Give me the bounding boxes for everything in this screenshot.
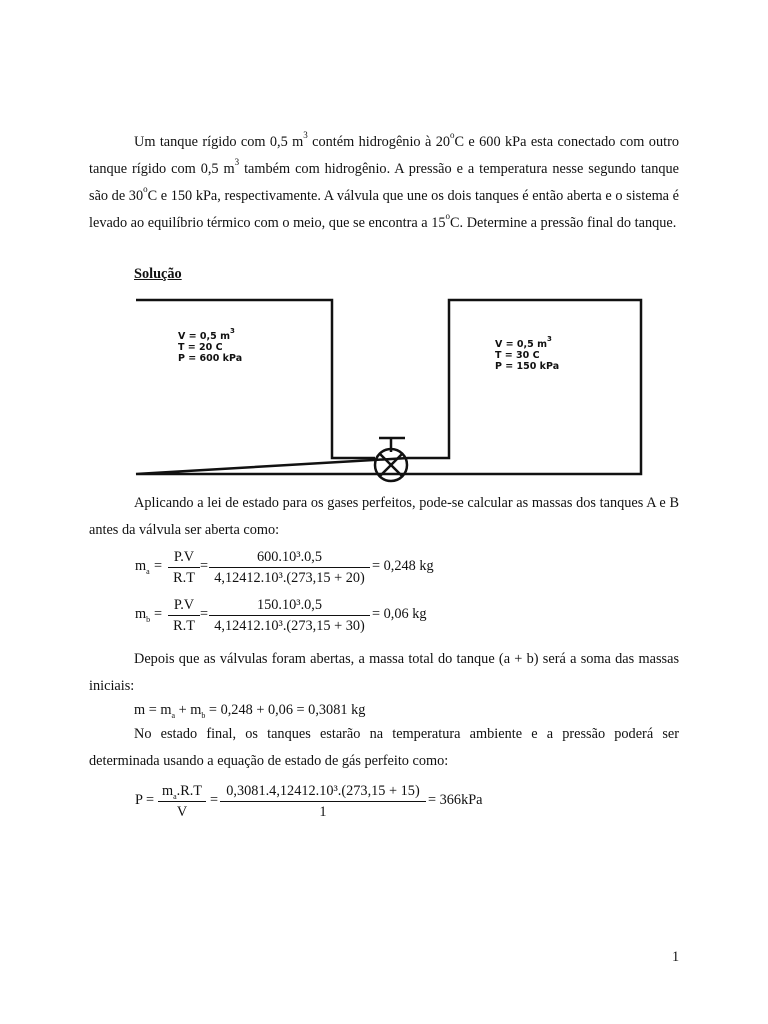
tank-a-temperature: T = 20 C — [178, 342, 223, 353]
tank-b-outline — [136, 300, 641, 474]
tank-b-volume: V = 0,5 $m^3$ — [495, 334, 552, 350]
tank-a-pressure: P = 600 kPa — [178, 353, 243, 364]
paragraph-ideal-gas-law: Aplicando a lei de estado para os gases perfeitos, pode-se calcular as massas dos tanques A e B antes da válvula ser aberta como: — [89, 495, 679, 538]
tank-diagram — [0, 290, 768, 490]
tank-b-temperature: T = 30 C — [495, 350, 540, 361]
equation-total-mass: $m = m_a + m_b = 0,248 + 0,06 = 0,3081$ kg — [134, 702, 366, 720]
tank-b-pressure: P = 150 kPa — [495, 361, 560, 372]
solution-heading: Solução — [134, 266, 182, 282]
problem-statement: Um tanque rígido com 0,5 $m^3$ contém hidrogênio à 20$^o$C e 600 kPa esta conectado com outro tanque rígido com 0,5 $m^3$ também com hidrogênio. A pressão e a temperatura nesse segundo tanque são de 30$^o$C e 150 kPa, respectivamente. A válvula que une os dois tanques é então aberta e o sistema é levado ao equilíbrio térmico com o meio, que se encontra a 15$^o$C. Determine a pressão final do tanque. — [89, 130, 680, 231]
paragraph-final-state: No estado final, os tanques estarão na temperatura ambiente e a pressão poderá ser determinada usando a equação de estado de gás perfeito como: — [89, 726, 679, 769]
paragraph-total-mass: Depois que as válvulas foram abertas, a massa total do tanque (a + b) será a soma das massas iniciais: — [89, 651, 680, 694]
tank-a-outline — [136, 300, 375, 458]
tank-a-volume: V = 0,5 $m^3$ — [178, 326, 235, 342]
page-number: 1 — [672, 949, 680, 965]
